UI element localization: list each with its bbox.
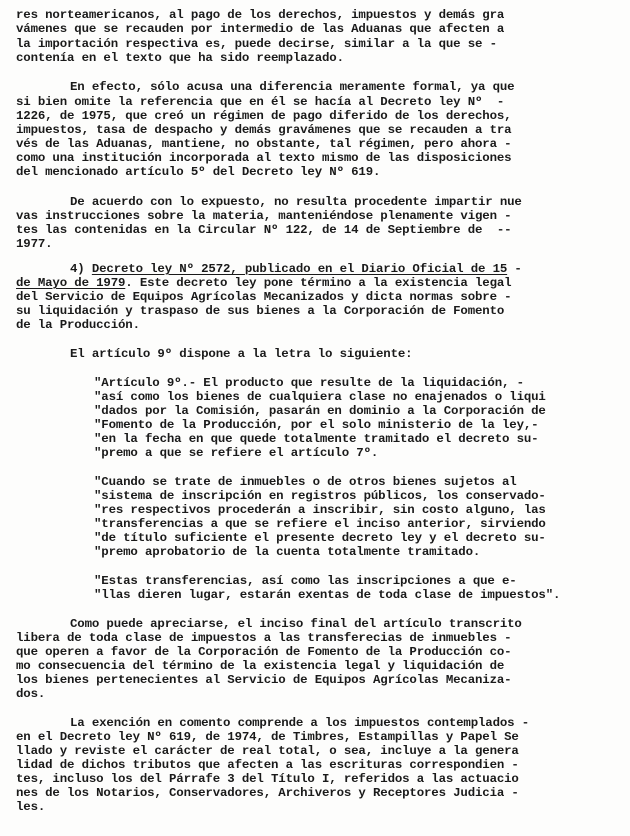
- text-line: "así como los bienes de cualquiera clase no enajenados o liqui: [94, 390, 546, 404]
- text-line: como una institución incorporada al texto mismo de las disposiciones: [16, 151, 512, 165]
- text-line: El artículo 9º dispone a la letra lo siguiente:: [70, 347, 413, 361]
- text-line: "en la fecha en que quede totalmente tramitado el decreto su-: [94, 432, 539, 446]
- text-line: "Estas transferencias, así como las inscripciones a que e-: [94, 574, 517, 588]
- text-line: vas instrucciones sobre la materia, manteniéndose plenamente vigen -: [16, 209, 512, 223]
- text-line: contenía en el texto que ha sido reemplazado.: [16, 51, 344, 65]
- text-line: de Mayo de 1979. Este decreto ley pone término a la existencia legal: [16, 276, 512, 290]
- text-line: tes las contenidas en la Circular Nº 122, de 14 de Septiembre de --: [16, 223, 512, 237]
- text-line: 1977.: [16, 237, 53, 251]
- text-line: La exención en comento comprende a los impuestos contemplados -: [70, 716, 529, 730]
- text-line: dos.: [16, 687, 46, 701]
- text-line: vámenes que se recauden por intermedio de las Aduanas que afecten a: [16, 22, 505, 36]
- text-line: la importación respectiva es, puede decirse, similar a la que se -: [16, 37, 497, 51]
- text-line: "de título suficiente el presente decreto ley y el decreto su-: [94, 531, 546, 545]
- text-line: 4) Decreto ley Nº 2572, publicado en el Diario Oficial de 15 -: [70, 262, 522, 276]
- text-line: vés de las Aduanas, mantiene, no obstante, tal régimen, pero ahora -: [16, 137, 512, 151]
- text-line: "Artículo 9º.- El producto que resulte de la liquidación, -: [94, 376, 524, 390]
- text-line: mo consecuencia del término de la existencia legal y liquidación de: [16, 659, 505, 673]
- text-line: los bienes pertenecientes al Servicio de Equipos Agrícolas Mecaniza-: [16, 673, 512, 687]
- text-line: que operen a favor de la Corporación de Fomento de la Producción co-: [16, 645, 512, 659]
- text-line: De acuerdo con lo expuesto, no resulta procedente impartir nue: [70, 195, 522, 209]
- text-line: "premo a que se refiere el artículo 7º.: [94, 446, 379, 460]
- text-line: su liquidación y traspaso de sus bienes a la Corporación de Fomento: [16, 304, 505, 318]
- text-line: "Fomento de la Producción, por el solo ministerio de la ley,-: [94, 418, 539, 432]
- text-line: en el Decreto ley Nº 619, de 1974, de Timbres, Estampillas y Papel Se: [16, 730, 519, 744]
- text-line: nes de los Notarios, Conservadores, Archiveros y Receptores Judicia -: [16, 786, 519, 800]
- text-line: llado y reviste el carácter de real total, o sea, incluye a la genera: [16, 744, 519, 758]
- text-line: En efecto, sólo acusa una diferencia meramente formal, ya que: [70, 80, 515, 94]
- text-line: les.: [16, 800, 46, 814]
- text-line: impuestos, tasa de despacho y demás gravámenes que se recauden a tra: [16, 123, 512, 137]
- decree-heading-underline: Decreto ley Nº 2572, publicado en el Diario Oficial de 15: [91, 262, 508, 276]
- text-line: del mencionado artículo 5º del Decreto ley Nº 619.: [16, 165, 381, 179]
- text-line: del Servicio de Equipos Agrícolas Mecanizados y dicta normas sobre -: [16, 290, 512, 304]
- text-line: 1226, de 1975, que creó un régimen de pago diferido de los derechos,: [16, 109, 512, 123]
- text-line: Como puede apreciarse, el inciso final del artículo transcrito: [70, 617, 522, 631]
- text-line: "dados por la Comisión, pasarán en dominio a la Corporación de: [94, 404, 546, 418]
- text-line: "sistema de inscripción en registros públicos, los conservado-: [94, 489, 546, 503]
- text-line: "llas dieren lugar, estarán exentas de toda clase de impuestos".: [94, 588, 561, 602]
- text-line: tes, incluso los del Párrafe 3 del Título I, referidos a las actuacio: [16, 772, 519, 786]
- text-line: "transferencias a que se refiere el inciso anterior, sirviendo: [94, 517, 546, 531]
- text-line: lidad de dichos tributos que afecten a las escrituras correspondien -: [16, 758, 519, 772]
- text-line: si bien omite la referencia que en él se hacía al Decreto ley Nº -: [16, 95, 505, 109]
- decree-heading-underline: de Mayo de 1979: [16, 276, 126, 290]
- text-line: res norteamericanos, al pago de los derechos, impuestos y demás gra: [16, 8, 505, 22]
- text-line: "Cuando se trate de inmuebles o de otros bienes sujetos al: [94, 475, 517, 489]
- text-line: "res respectivos procederán a inscribir, sin costo alguno, las: [94, 503, 546, 517]
- text-line: libera de toda clase de impuestos a las transferecias de inmuebles -: [16, 631, 512, 645]
- text-line: de la Producción.: [16, 318, 140, 332]
- text-line: "premo aprobatorio de la cuenta totalmente tramitado.: [94, 545, 481, 559]
